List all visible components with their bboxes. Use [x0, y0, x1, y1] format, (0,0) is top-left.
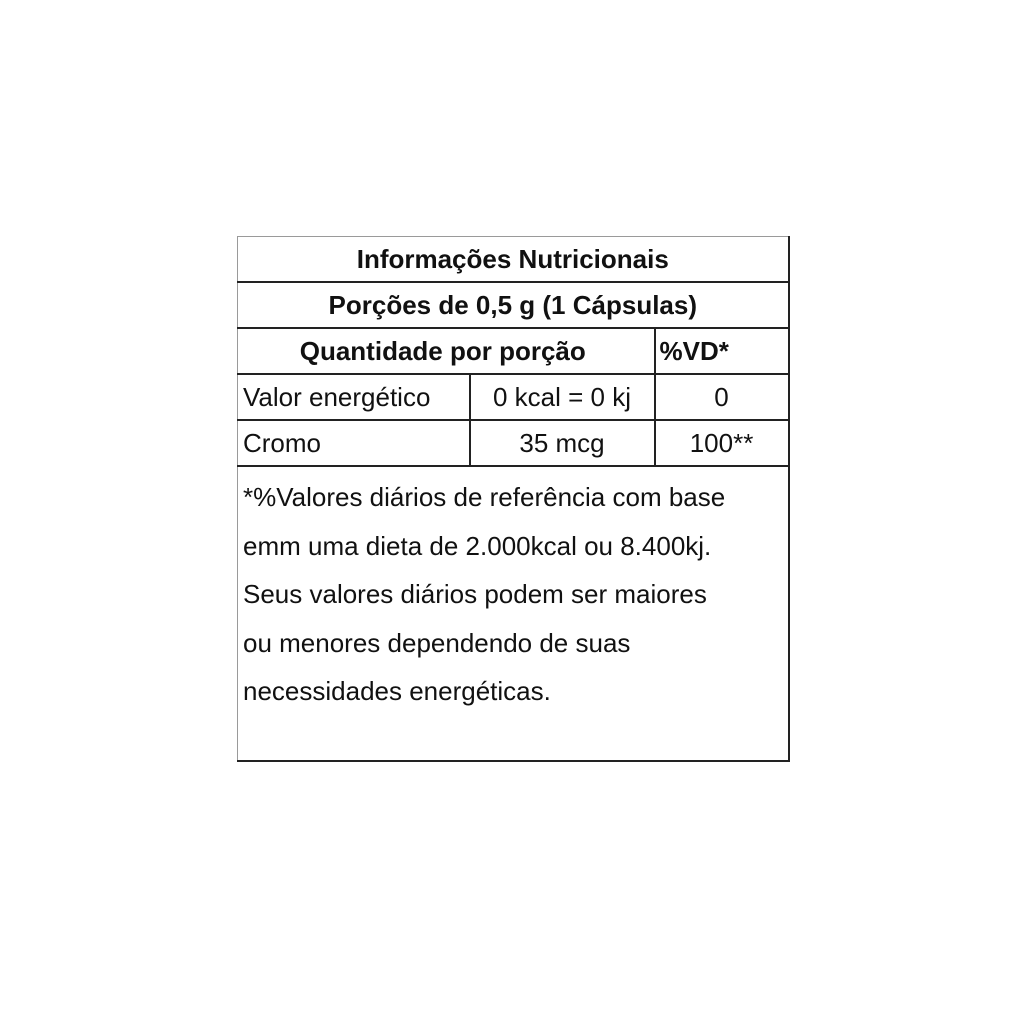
footnote-row [238, 466, 789, 761]
footnote-line: Seus valores diários podem ser maiores [243, 579, 707, 609]
table-row [238, 374, 789, 420]
portion-size: Porções de 0,5 g (1 Cápsulas) [238, 282, 789, 328]
quantity-header: Quantidade por porção [238, 328, 655, 374]
footnote [238, 466, 789, 761]
portion-row [238, 282, 789, 328]
nutrition-facts-table [237, 236, 790, 762]
title-row [238, 237, 789, 283]
nutrient-amount: 0 kcal = 0 kj [470, 374, 655, 420]
footnote-line: *%Valores diários de referência com base [243, 482, 726, 512]
nutrient-name: Cromo [238, 420, 470, 466]
header-row [238, 328, 789, 374]
nutrient-amount: 35 mcg [470, 420, 655, 466]
footnote-line: emm uma dieta de 2.000kcal ou 8.400kj. [243, 530, 712, 561]
nutrient-daily-value: 100** [655, 420, 789, 466]
footnote-line: necessidades energéticas. [243, 676, 551, 706]
table-title: Informações Nutricionais [238, 237, 789, 283]
footnote-line: ou menores dependendo de suas [243, 627, 631, 658]
nutrient-name: Valor energético [238, 374, 470, 420]
table-row [238, 420, 789, 466]
daily-value-header: %VD* [655, 328, 789, 374]
nutrient-daily-value: 0 [655, 374, 789, 420]
